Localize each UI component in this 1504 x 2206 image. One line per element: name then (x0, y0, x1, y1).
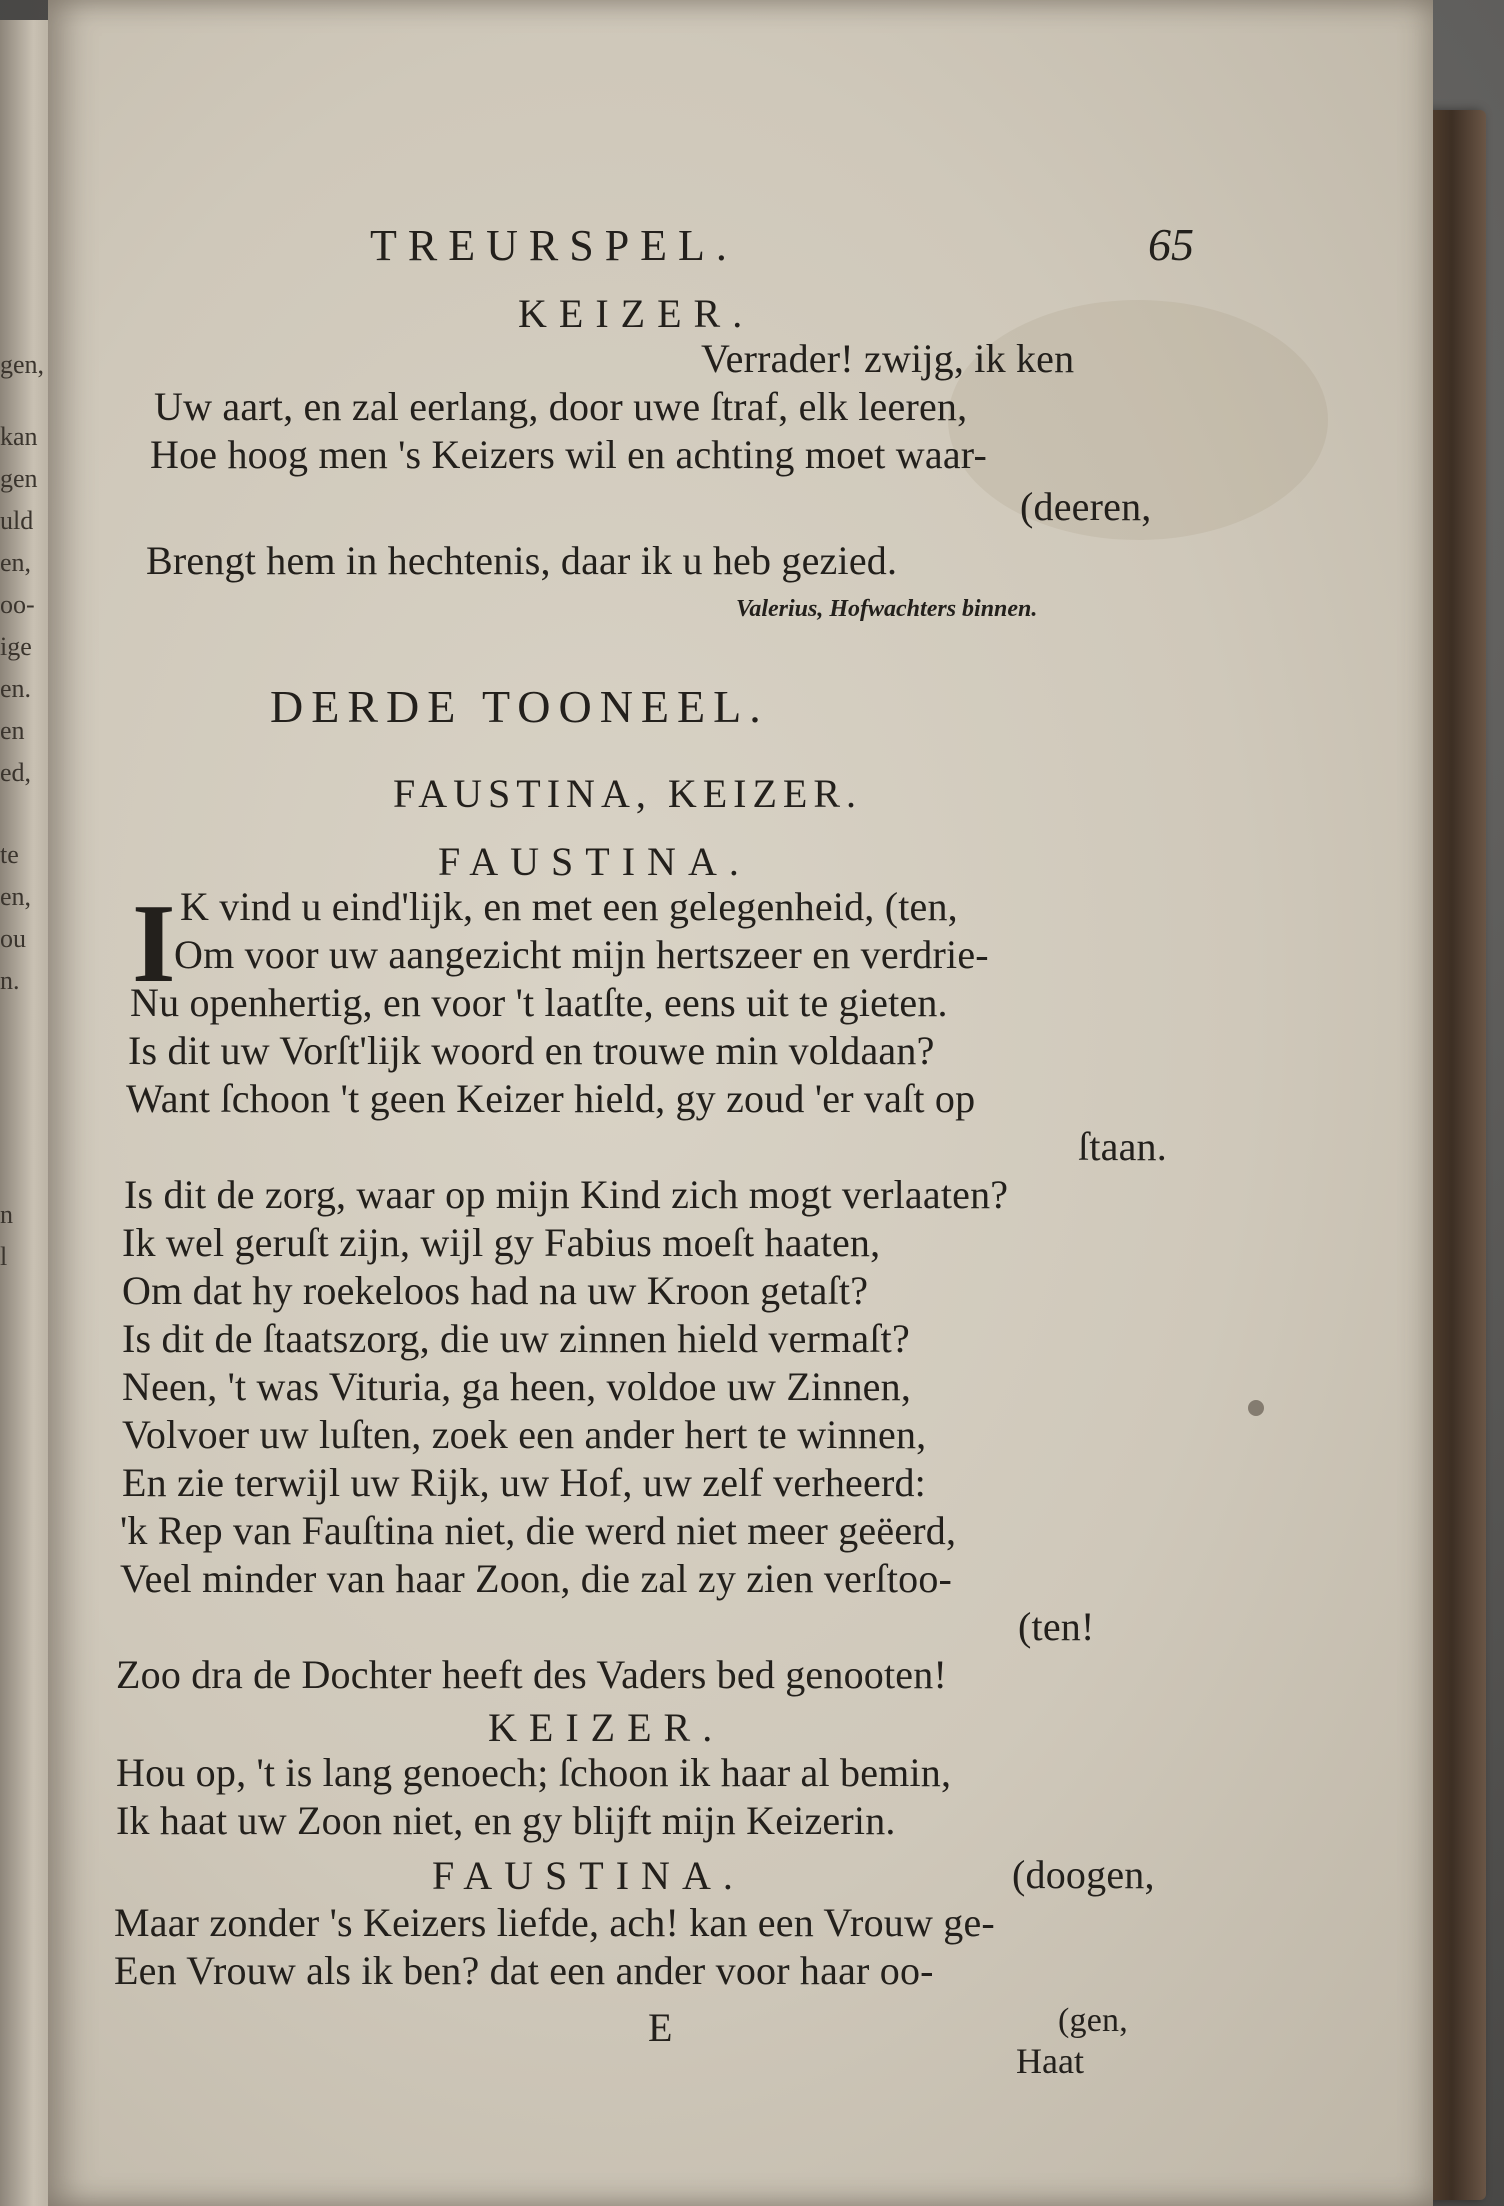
verse-line: Een Vrouw als ik ben? dat een ander voor haar oo- (114, 1948, 934, 1993)
verse-line: (deeren, (1020, 484, 1152, 529)
speaker-name: KEIZER. (518, 291, 755, 336)
stage-direction: Valerius, Hofwachters binnen. (736, 596, 1038, 622)
previous-page-fragment: ou (0, 924, 26, 953)
verse-line: Hoe hoog men 's Keizers wil en achting moet waar- (150, 432, 988, 477)
verse-line: Om voor uw aangezicht mijn hertszeer en verdrie- (174, 932, 989, 977)
page-number: 65 (1148, 219, 1194, 270)
scene-cast: FAUSTINA, KEIZER. (393, 771, 863, 816)
previous-page-fragment: uld (0, 506, 34, 535)
page-content (48, 0, 1433, 2206)
previous-page-fragment: n (0, 1200, 13, 1229)
book-page (48, 0, 1433, 2206)
previous-page-fragment: oo- (0, 590, 35, 619)
previous-page-fragment: en, (0, 882, 32, 911)
verse-line: Is dit de zorg, waar op mijn Kind zich mogt verlaaten? (124, 1172, 1009, 1217)
verse-line: (gen, (1058, 2002, 1128, 2039)
running-title: TREURSPEL. (370, 221, 738, 270)
verse-line: 'k Rep van Fauſtina niet, die werd niet meer geëerd, (120, 1508, 957, 1553)
verse-line: En zie terwijl uw Rijk, uw Hof, uw zelf verheerd: (122, 1460, 926, 1505)
verse-line: Neen, 't was Vituria, ga heen, voldoe uw Zinnen, (122, 1364, 912, 1409)
previous-page-fragment: gen (0, 464, 38, 493)
verse-line: Uw aart, en zal eerlang, door uwe ſtraf, elk leeren, (154, 384, 968, 429)
previous-page-fragment: en (0, 716, 25, 745)
verse-line: Is dit uw Vorſt'lijk woord en trouwe min voldaan? (128, 1028, 935, 1073)
previous-page-fragment: l (0, 1242, 8, 1271)
speaker-name: FAUSTINA. (438, 839, 751, 884)
verse-line: Zoo dra de Dochter heeft des Vaders bed genooten! (116, 1652, 947, 1697)
previous-page-fragment: te (0, 840, 19, 869)
verse-line: Ik haat uw Zoon niet, en gy blijft mijn Keizerin. (116, 1798, 896, 1843)
scene-title: DERDE TOONEEL. (270, 681, 769, 732)
verse-line: Om dat hy roekeloos had na uw Kroon getaſt? (122, 1268, 869, 1313)
previous-page-fragment: kan (0, 422, 38, 451)
verse-line: Maar zonder 's Keizers liefde, ach! kan een Vrouw ge- (114, 1900, 995, 1945)
verse-line: Veel minder van haar Zoon, die zal zy zien verſtoo- (120, 1556, 953, 1601)
verse-line: Verrader! zwijg, ik ken (701, 336, 1075, 381)
previous-page-fragment: en. (0, 674, 32, 703)
verse-line: ſtaan. (1078, 1124, 1167, 1169)
previous-page-fragment: ige (0, 632, 32, 661)
signature-mark: E (648, 2005, 673, 2050)
previous-page-fragment: gen, (0, 350, 45, 379)
previous-page-fragment: n. (0, 966, 20, 995)
catchword: Haat (1016, 2041, 1084, 2081)
verse-line: Brengt hem in hechtenis, daar ik u heb gezied. (146, 538, 898, 583)
speaker-name: KEIZER. (488, 1705, 725, 1750)
verse-line: K vind u eind'lijk, en met een gelegenheid, (ten, (180, 884, 958, 929)
verse-line: (ten! (1018, 1604, 1095, 1649)
speaker-name: FAUSTINA. (432, 1853, 745, 1898)
verse-line: Nu openhertig, en voor 't laatſte, eens uit te gieten. (130, 980, 948, 1025)
verse-line: Want ſchoon 't geen Keizer hield, gy zoud 'er vaſt op (126, 1076, 976, 1121)
drop-capital: I (132, 882, 176, 1006)
verse-line: (doogen, (1012, 1852, 1155, 1897)
verse-line: Is dit de ſtaatszorg, die uw zinnen hield vermaſt? (122, 1316, 910, 1361)
verse-line: Hou op, 't is lang genoech; ſchoon ik haar al bemin, (116, 1750, 952, 1795)
verse-line: Volvoer uw luſten, zoek een ander hert te winnen, (122, 1412, 927, 1457)
previous-page-fragment: ed, (0, 758, 32, 787)
previous-page-fragment: en, (0, 548, 32, 577)
verse-line: Ik wel geruſt zijn, wijl gy Fabius moeſt haaten, (122, 1220, 881, 1265)
